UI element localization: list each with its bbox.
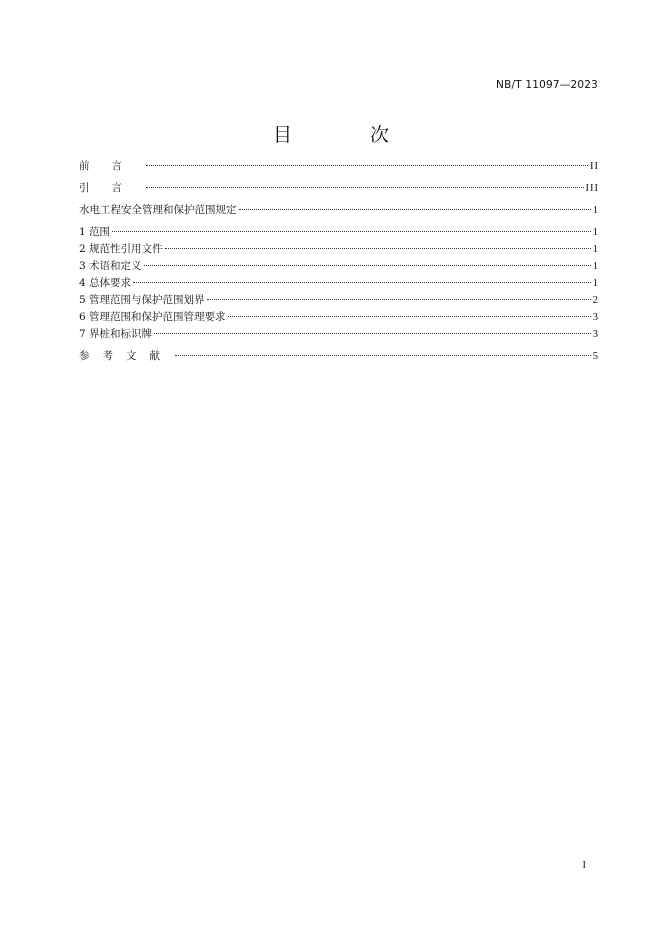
dot-leader [207, 299, 591, 300]
toc-entry-label: 4 总体要求 [79, 277, 132, 289]
toc-entry-label: 1 范围 [79, 226, 111, 238]
toc-entry-boundary-delineation[interactable] [79, 292, 599, 309]
toc-entry-page: II [590, 161, 599, 172]
toc-entry-label: 3 术语和定义 [79, 260, 142, 272]
toc-entry-normative-references[interactable] [79, 241, 599, 258]
toc-entry-scope[interactable] [79, 224, 599, 241]
toc-entry-main-title[interactable] [79, 202, 599, 219]
dot-leader [146, 187, 584, 188]
toc-entry-terms-definitions[interactable] [79, 258, 599, 275]
dot-leader [154, 333, 591, 334]
toc-entry-bibliography[interactable] [79, 348, 599, 365]
dot-leader [175, 355, 591, 356]
document-code: NB/T 11097—2023 [496, 79, 598, 91]
toc-entry-label: 6 管理范围和保护范围管理要求 [79, 311, 226, 323]
toc-entry-label: 7 界桩和标识牌 [79, 328, 153, 340]
dot-leader [146, 165, 588, 166]
page-title: 目 次 [272, 124, 426, 146]
toc-entry-page: 3 [592, 329, 599, 340]
toc-entry-page: 2 [592, 295, 599, 306]
toc-entry-label: 引言 [79, 182, 144, 194]
toc-entry-management-requirements[interactable] [79, 309, 599, 326]
toc-entry-introduction[interactable] [79, 180, 599, 197]
page-number: I [582, 860, 586, 871]
toc-entry-label: 2 规范性引用文件 [79, 243, 163, 255]
toc-entry-foreword[interactable] [79, 158, 599, 175]
toc-entry-page: 1 [592, 227, 599, 238]
toc-entry-boundary-markers[interactable] [79, 326, 599, 343]
toc-entry-page: 1 [592, 261, 599, 272]
toc-entry-page: 3 [592, 312, 599, 323]
toc-entry-page: 1 [592, 278, 599, 289]
toc-entry-label: 前言 [79, 160, 144, 172]
dot-leader [228, 316, 591, 317]
dot-leader [165, 248, 591, 249]
toc-entry-label: 参考文献 [79, 350, 173, 362]
toc-entry-page: 5 [592, 351, 599, 362]
toc-entry-general-requirements[interactable] [79, 275, 599, 292]
dot-leader [239, 209, 591, 210]
toc-entry-page: III [585, 183, 599, 194]
dot-leader [133, 282, 591, 283]
dot-leader [144, 265, 591, 266]
toc-entry-page: 1 [592, 205, 599, 216]
toc-entry-label: 5 管理范围与保护范围划界 [79, 294, 205, 306]
table-of-contents [79, 158, 599, 365]
dot-leader [112, 231, 591, 232]
toc-entry-page: 1 [592, 244, 599, 255]
toc-entry-label: 水电工程安全管理和保护范围规定 [79, 204, 237, 216]
